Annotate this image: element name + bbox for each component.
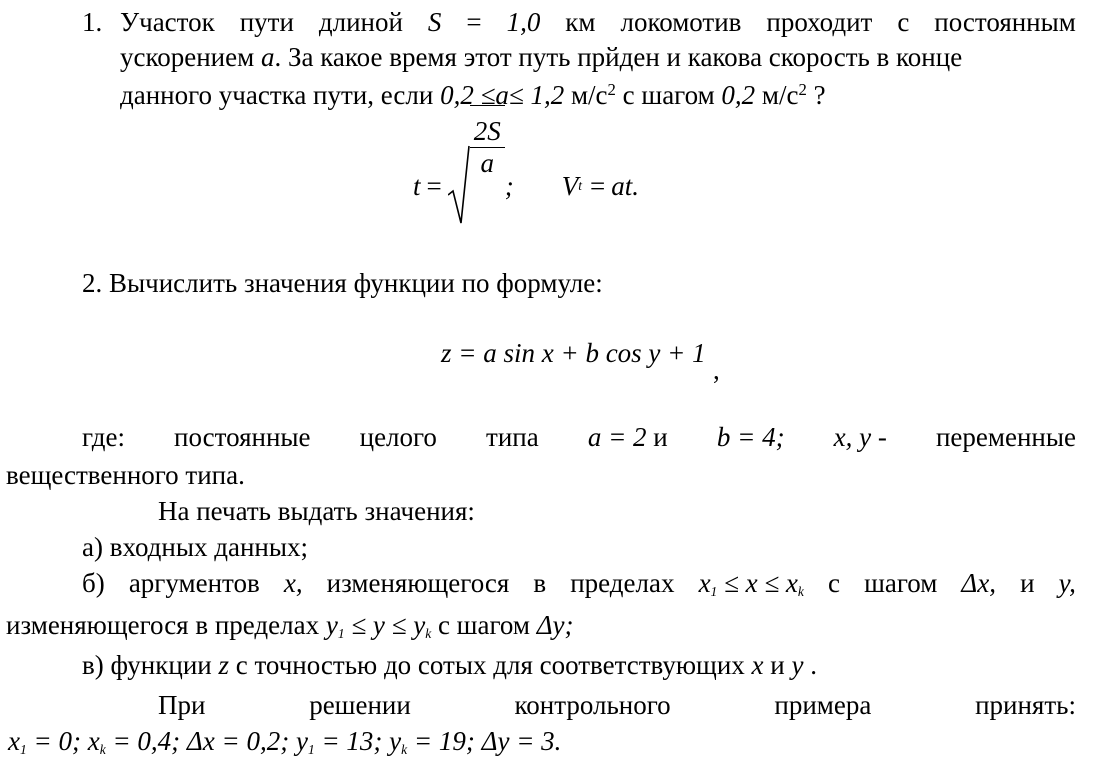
word: пределах bbox=[570, 568, 675, 598]
text: данного участка пути, если bbox=[120, 80, 441, 110]
text: с шагом bbox=[615, 80, 722, 110]
s-value: 1,0 bbox=[506, 7, 541, 37]
word: Участок bbox=[120, 7, 215, 37]
problem-2-heading: 2. Вычислить значения функции по формуле: bbox=[82, 268, 603, 298]
where-line-2: вещественного типа. bbox=[6, 460, 245, 490]
word: проходит bbox=[766, 7, 873, 37]
problem-1-line-1 bbox=[120, 9, 1076, 36]
word: постоянным bbox=[934, 7, 1076, 37]
word: и bbox=[653, 422, 668, 452]
word: принять: bbox=[975, 690, 1076, 720]
value: = 13; bbox=[314, 726, 390, 756]
var-y: y bbox=[413, 610, 426, 640]
sqrt-sign-icon bbox=[448, 145, 470, 227]
x-range bbox=[698, 568, 804, 600]
superscript: 2 bbox=[607, 79, 616, 99]
word: с bbox=[828, 568, 840, 598]
var-x: x bbox=[751, 650, 764, 680]
var-y: y bbox=[295, 726, 308, 756]
word: км bbox=[565, 7, 596, 37]
var-x: x bbox=[785, 568, 798, 598]
word: аргументов bbox=[128, 568, 260, 598]
value: Δx = 0,2; bbox=[186, 726, 296, 756]
equals: = bbox=[590, 170, 606, 201]
denominator: a bbox=[480, 148, 494, 178]
subscript: k bbox=[797, 584, 804, 600]
value: Δy = 3. bbox=[481, 726, 562, 756]
word: примера bbox=[774, 690, 872, 720]
item-b-line-2 bbox=[6, 610, 574, 642]
text: ускорением bbox=[120, 42, 261, 72]
formula-time-velocity: t = $\frac{2S}{a}$ ; V t = at. bbox=[413, 145, 639, 227]
word: шагом bbox=[864, 568, 938, 598]
eq-b: b = 4; bbox=[716, 422, 785, 452]
formula-z: z = a sin x + b cos y + 1 bbox=[441, 338, 706, 368]
delta-x: Δx, bbox=[961, 568, 997, 598]
equals: = bbox=[426, 170, 442, 201]
accept-line bbox=[158, 692, 1076, 719]
word: целого bbox=[359, 422, 437, 452]
vars-xy: x, y - bbox=[833, 422, 887, 452]
var-a: a bbox=[260, 42, 275, 72]
var-y: y bbox=[325, 610, 338, 640]
given-values bbox=[8, 726, 562, 758]
superscript: 2 bbox=[798, 79, 807, 99]
var-y: y bbox=[389, 726, 402, 756]
value: = 0; bbox=[26, 726, 88, 756]
text: и bbox=[763, 650, 792, 680]
word: переменные bbox=[935, 422, 1076, 452]
text: с точностью до сотых для соответствующих bbox=[229, 650, 752, 680]
word: изменяющегося bbox=[326, 568, 510, 598]
print-heading: На печать выдать значения: bbox=[158, 496, 475, 526]
word: где: bbox=[82, 422, 125, 452]
subscript: 1 bbox=[337, 626, 345, 642]
word: При bbox=[158, 690, 206, 720]
delta-y: Δy; bbox=[536, 610, 574, 640]
subscript: 1 bbox=[307, 742, 315, 758]
var-s: S bbox=[427, 7, 442, 37]
word: типа bbox=[486, 422, 539, 452]
inequality: ≤ x ≤ bbox=[717, 568, 786, 598]
text: . За какое время этот путь прйден и какова скорость в конце bbox=[274, 42, 963, 72]
fraction bbox=[470, 118, 505, 177]
formula-comma: , bbox=[713, 355, 720, 385]
sqrt-radicand bbox=[470, 105, 505, 188]
subscript: k bbox=[425, 626, 432, 642]
subscript: 1 bbox=[19, 742, 27, 758]
text: ? bbox=[806, 80, 826, 110]
numerator: 2S bbox=[470, 118, 505, 148]
text: с шагом bbox=[431, 610, 537, 640]
item-c bbox=[82, 652, 817, 679]
step-value: 0,2 bbox=[721, 80, 756, 110]
var-y: y, bbox=[1058, 568, 1076, 598]
problem-1-line-2 bbox=[120, 44, 962, 71]
value: = 0,4; bbox=[105, 726, 187, 756]
eq-a: a = 2 bbox=[587, 422, 647, 452]
subscript: k bbox=[401, 742, 408, 758]
var-x: x bbox=[87, 726, 100, 756]
var-t: t bbox=[413, 170, 421, 201]
unit: м/с bbox=[564, 80, 608, 110]
word: б) bbox=[82, 568, 105, 598]
formula-rhs: at. bbox=[611, 170, 640, 201]
equals: = bbox=[466, 7, 482, 37]
problem-1-number: 1. bbox=[82, 7, 103, 37]
inequality: ≤ y ≤ bbox=[344, 610, 414, 640]
var-v: V bbox=[561, 170, 579, 201]
word: пути bbox=[239, 7, 294, 37]
text: в) функции bbox=[82, 650, 219, 680]
word: локомотив bbox=[620, 7, 742, 37]
word: и bbox=[1020, 568, 1035, 598]
var-x: x, bbox=[283, 568, 303, 598]
word: с bbox=[897, 7, 910, 37]
accel-range: 0,2 ≤a≤ 1,2 bbox=[440, 80, 565, 110]
var-y: y bbox=[791, 650, 804, 680]
where-line bbox=[82, 424, 1076, 451]
subscript: k bbox=[99, 742, 106, 758]
item-a: а) входных данных; bbox=[82, 532, 309, 562]
text: изменяющегося в пределах bbox=[6, 610, 326, 640]
subscript: 1 bbox=[710, 584, 718, 600]
var-x: x bbox=[698, 568, 711, 598]
semicolon: ; bbox=[504, 170, 514, 201]
word: в bbox=[533, 568, 547, 598]
value: = 19; bbox=[407, 726, 482, 756]
word: постоянные bbox=[174, 422, 311, 452]
var-z: z bbox=[218, 650, 229, 680]
word: контрольного bbox=[514, 690, 671, 720]
item-b-line-1 bbox=[82, 568, 1076, 600]
word: длиной bbox=[318, 7, 403, 37]
unit: м/с bbox=[755, 80, 799, 110]
text: . bbox=[803, 650, 817, 680]
var-x: x bbox=[8, 726, 20, 756]
word: решении bbox=[309, 690, 411, 720]
